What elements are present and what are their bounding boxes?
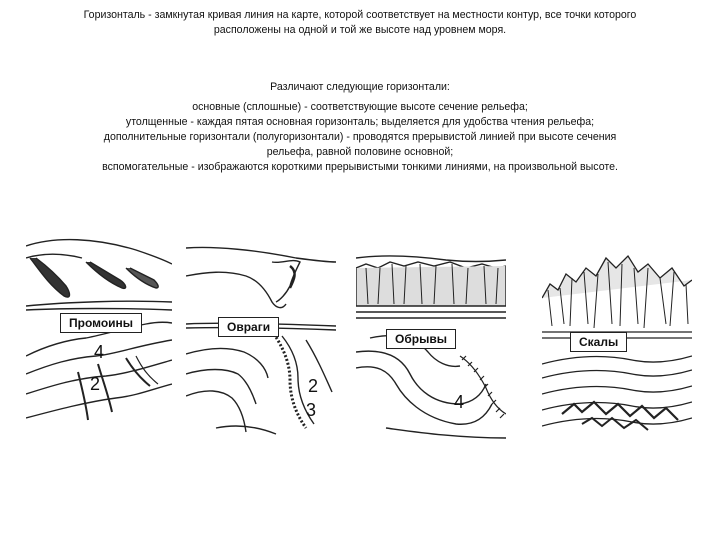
type-item: утолщенные - каждая пятая основная горизонталь; выделяется для удобства чтения рельефа; bbox=[125, 116, 595, 128]
type-item: дополнительные горизонтали (полугоризонтали) - проводятся прерывистой линией при высоте сечения bbox=[103, 131, 617, 143]
elevation-mark: 2 bbox=[308, 376, 319, 396]
type-item: вспомогательные - изображаются короткими прерывистыми тонкими линиями, на произвольной высоте. bbox=[102, 161, 618, 173]
figure-ravines bbox=[186, 228, 336, 442]
figure-label: Скалы bbox=[570, 332, 627, 352]
elevation-mark: 2 bbox=[90, 374, 101, 394]
figure-cliffs bbox=[356, 228, 506, 442]
intro-paragraph bbox=[20, 8, 700, 38]
figure-gullies bbox=[26, 228, 172, 442]
figure-label: Обрывы bbox=[386, 329, 456, 349]
figure-rocks bbox=[542, 228, 692, 442]
elevation-mark: 4 bbox=[454, 392, 465, 412]
elevation-mark: 3 bbox=[306, 400, 317, 420]
type-item: основные (сплошные) - соответствующие высоте сечение рельефа; bbox=[192, 101, 528, 113]
figure-label: Овраги bbox=[218, 317, 279, 337]
figure-label: Промоины bbox=[60, 313, 142, 333]
intro-line-2: расположены на одной и той же высоте над уровнем моря. bbox=[213, 24, 507, 36]
elevation-mark: 4 bbox=[94, 342, 105, 362]
gully-landform-icon bbox=[26, 228, 172, 442]
intro-line-1: Горизонталь - замкнутая кривая линия на карте, которой соответствует на местности контур, все точки которого bbox=[83, 9, 637, 21]
types-heading: Различают следующие горизонтали: bbox=[270, 81, 450, 93]
type-item: рельефа, равной половине основной; bbox=[266, 146, 454, 158]
types-list bbox=[20, 100, 700, 175]
